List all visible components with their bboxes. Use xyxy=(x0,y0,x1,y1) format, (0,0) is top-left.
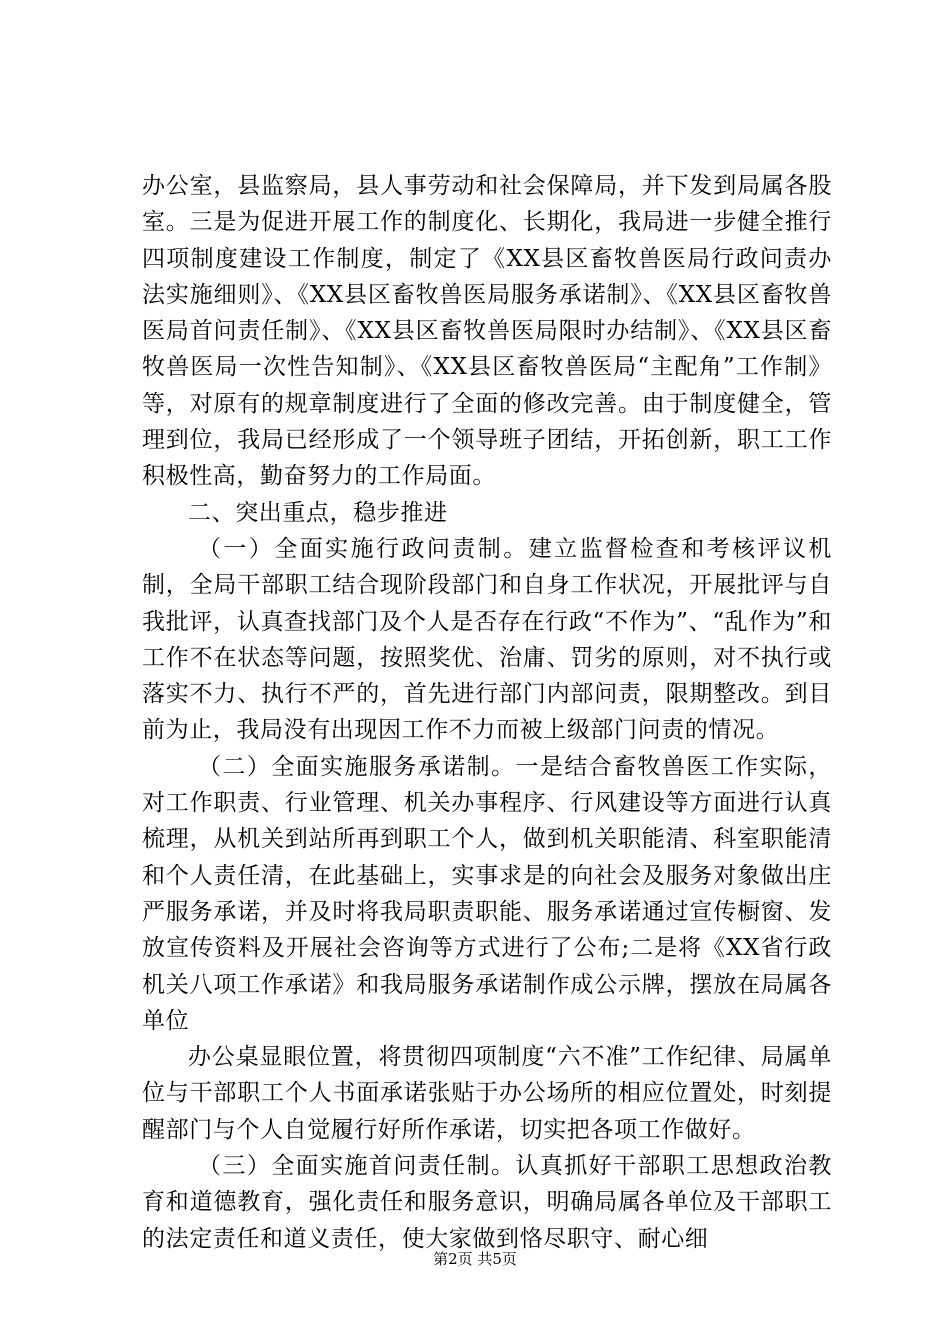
page-number-footer: 第2页 共5页 xyxy=(433,1250,517,1268)
paragraph-continuation: 办公室，县监察局，县人事劳动和社会保障局，并下发到局属各股室。三是为促进开展工作的制度化、长期化，我局进一步健全推行四项制度建设工作制度，制定了《XX县区畜牧兽医局行政问责办法实施细则》、《XX县区畜牧兽医局服务承诺制》、《XX县区畜牧兽医局首问责任制》、《XX县区畜牧兽医局限时办结制》、《XX县区畜牧兽医局一次性告知制》、《XX县区畜牧兽医局“主配角”工作制》等，对原有的规章制度进行了全面的修改完善。由于制度健全，管理到位，我局已经形成了一个领导班子团结，开拓创新，职工工作积极性高，勤奋努力的工作局面。 xyxy=(142,173,832,490)
document-body xyxy=(142,168,832,1257)
paragraph-office-desk: 办公桌显眼位置，将贯彻四项制度“六不准”工作纪律、局属单位与干部职工个人书面承诺张贴于办公场所的相应位置处，时刻提醒部门与个人自觉履行好所作承诺，切实把各项工作做好。 xyxy=(142,1044,832,1143)
paragraph-accountability: （一）全面实施行政问责制。建立监督检查和考核评议机制，全局干部职工结合现阶段部门和自身工作状况，开展批评与自我批评，认真查找部门及个人是否存在行政“不作为”、“乱作为”和工作不在状态等问题，按照奖优、治庸、罚劣的原则，对不执行或落实不力、执行不严的，首先进行部门内部问责，限期整改。到目前为止，我局没有出现因工作不力而被上级部门问责的情况。 xyxy=(142,535,832,744)
paragraph-service-commitment: （二）全面实施服务承诺制。一是结合畜牧兽医工作实际，对工作职责、行业管理、机关办事程序、行风建设等方面进行认真梳理，从机关到站所再到职工个人，做到机关职能清、科室职能清和个人责任清，在此基础上，实事求是的向社会及服务对象做出庄严服务承诺，并及时将我局职责职能、服务承诺通过宣传橱窗、发放宣传资料及开展社会咨询等方式进行了公布;二是将《XX省行政机关八项工作承诺》和我局服务承诺制作成公示牌，摆放在局属各单位 xyxy=(142,753,832,1034)
paragraph-first-inquiry: （三）全面实施首问责任制。认真抓好干部职工思想政治教育和道德教育，强化责任和服务意识，明确局属各单位及干部职工的法定责任和道义责任，使大家做到恪尽职守、耐心细 xyxy=(142,1153,832,1252)
section-heading: 二、突出重点，稳步推进 xyxy=(188,499,448,526)
